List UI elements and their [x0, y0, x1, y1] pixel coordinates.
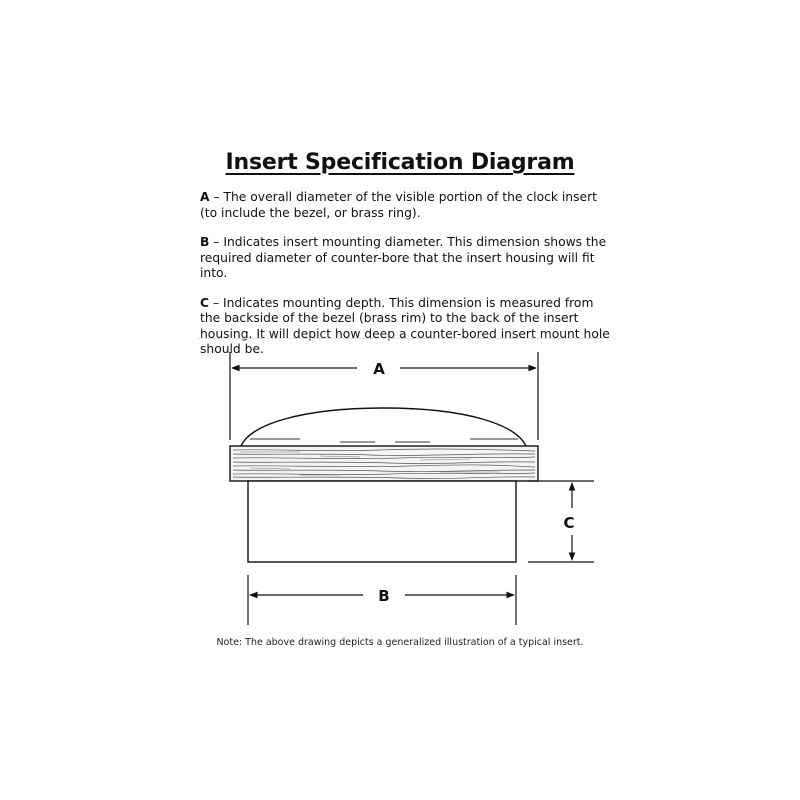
insert-dome	[241, 408, 526, 446]
insert-housing	[248, 481, 516, 562]
definition-text: – Indicates insert mounting diameter. This dimension shows the required diameter of counter-bore that the insert housing will fit into.	[200, 235, 607, 280]
dimension-label-a: A	[373, 360, 385, 378]
definition-letter: A	[200, 190, 210, 204]
dimension-b	[248, 575, 516, 625]
dimension-a	[230, 352, 538, 440]
definition-letter: B	[200, 235, 210, 249]
definition-text: – The overall diameter of the visible portion of the clock insert (to include the bezel, or brass ring).	[200, 190, 597, 220]
definition-text: – Indicates mounting depth. This dimension is measured from the backside of the bezel (brass rim) to the back of the insert housing. It will depict how deep a counter-bored insert mount hole should be.	[200, 295, 610, 356]
dimension-label-c: C	[563, 514, 575, 532]
footnote: Note: The above drawing depicts a generalized illustration of a typical insert.	[216, 637, 584, 648]
insert-bezel	[230, 446, 538, 481]
page-title: Insert Specification Diagram	[225, 150, 575, 175]
definition-letter: C	[200, 295, 210, 310]
dimension-c	[528, 481, 594, 562]
dimension-label-b: B	[378, 587, 390, 605]
